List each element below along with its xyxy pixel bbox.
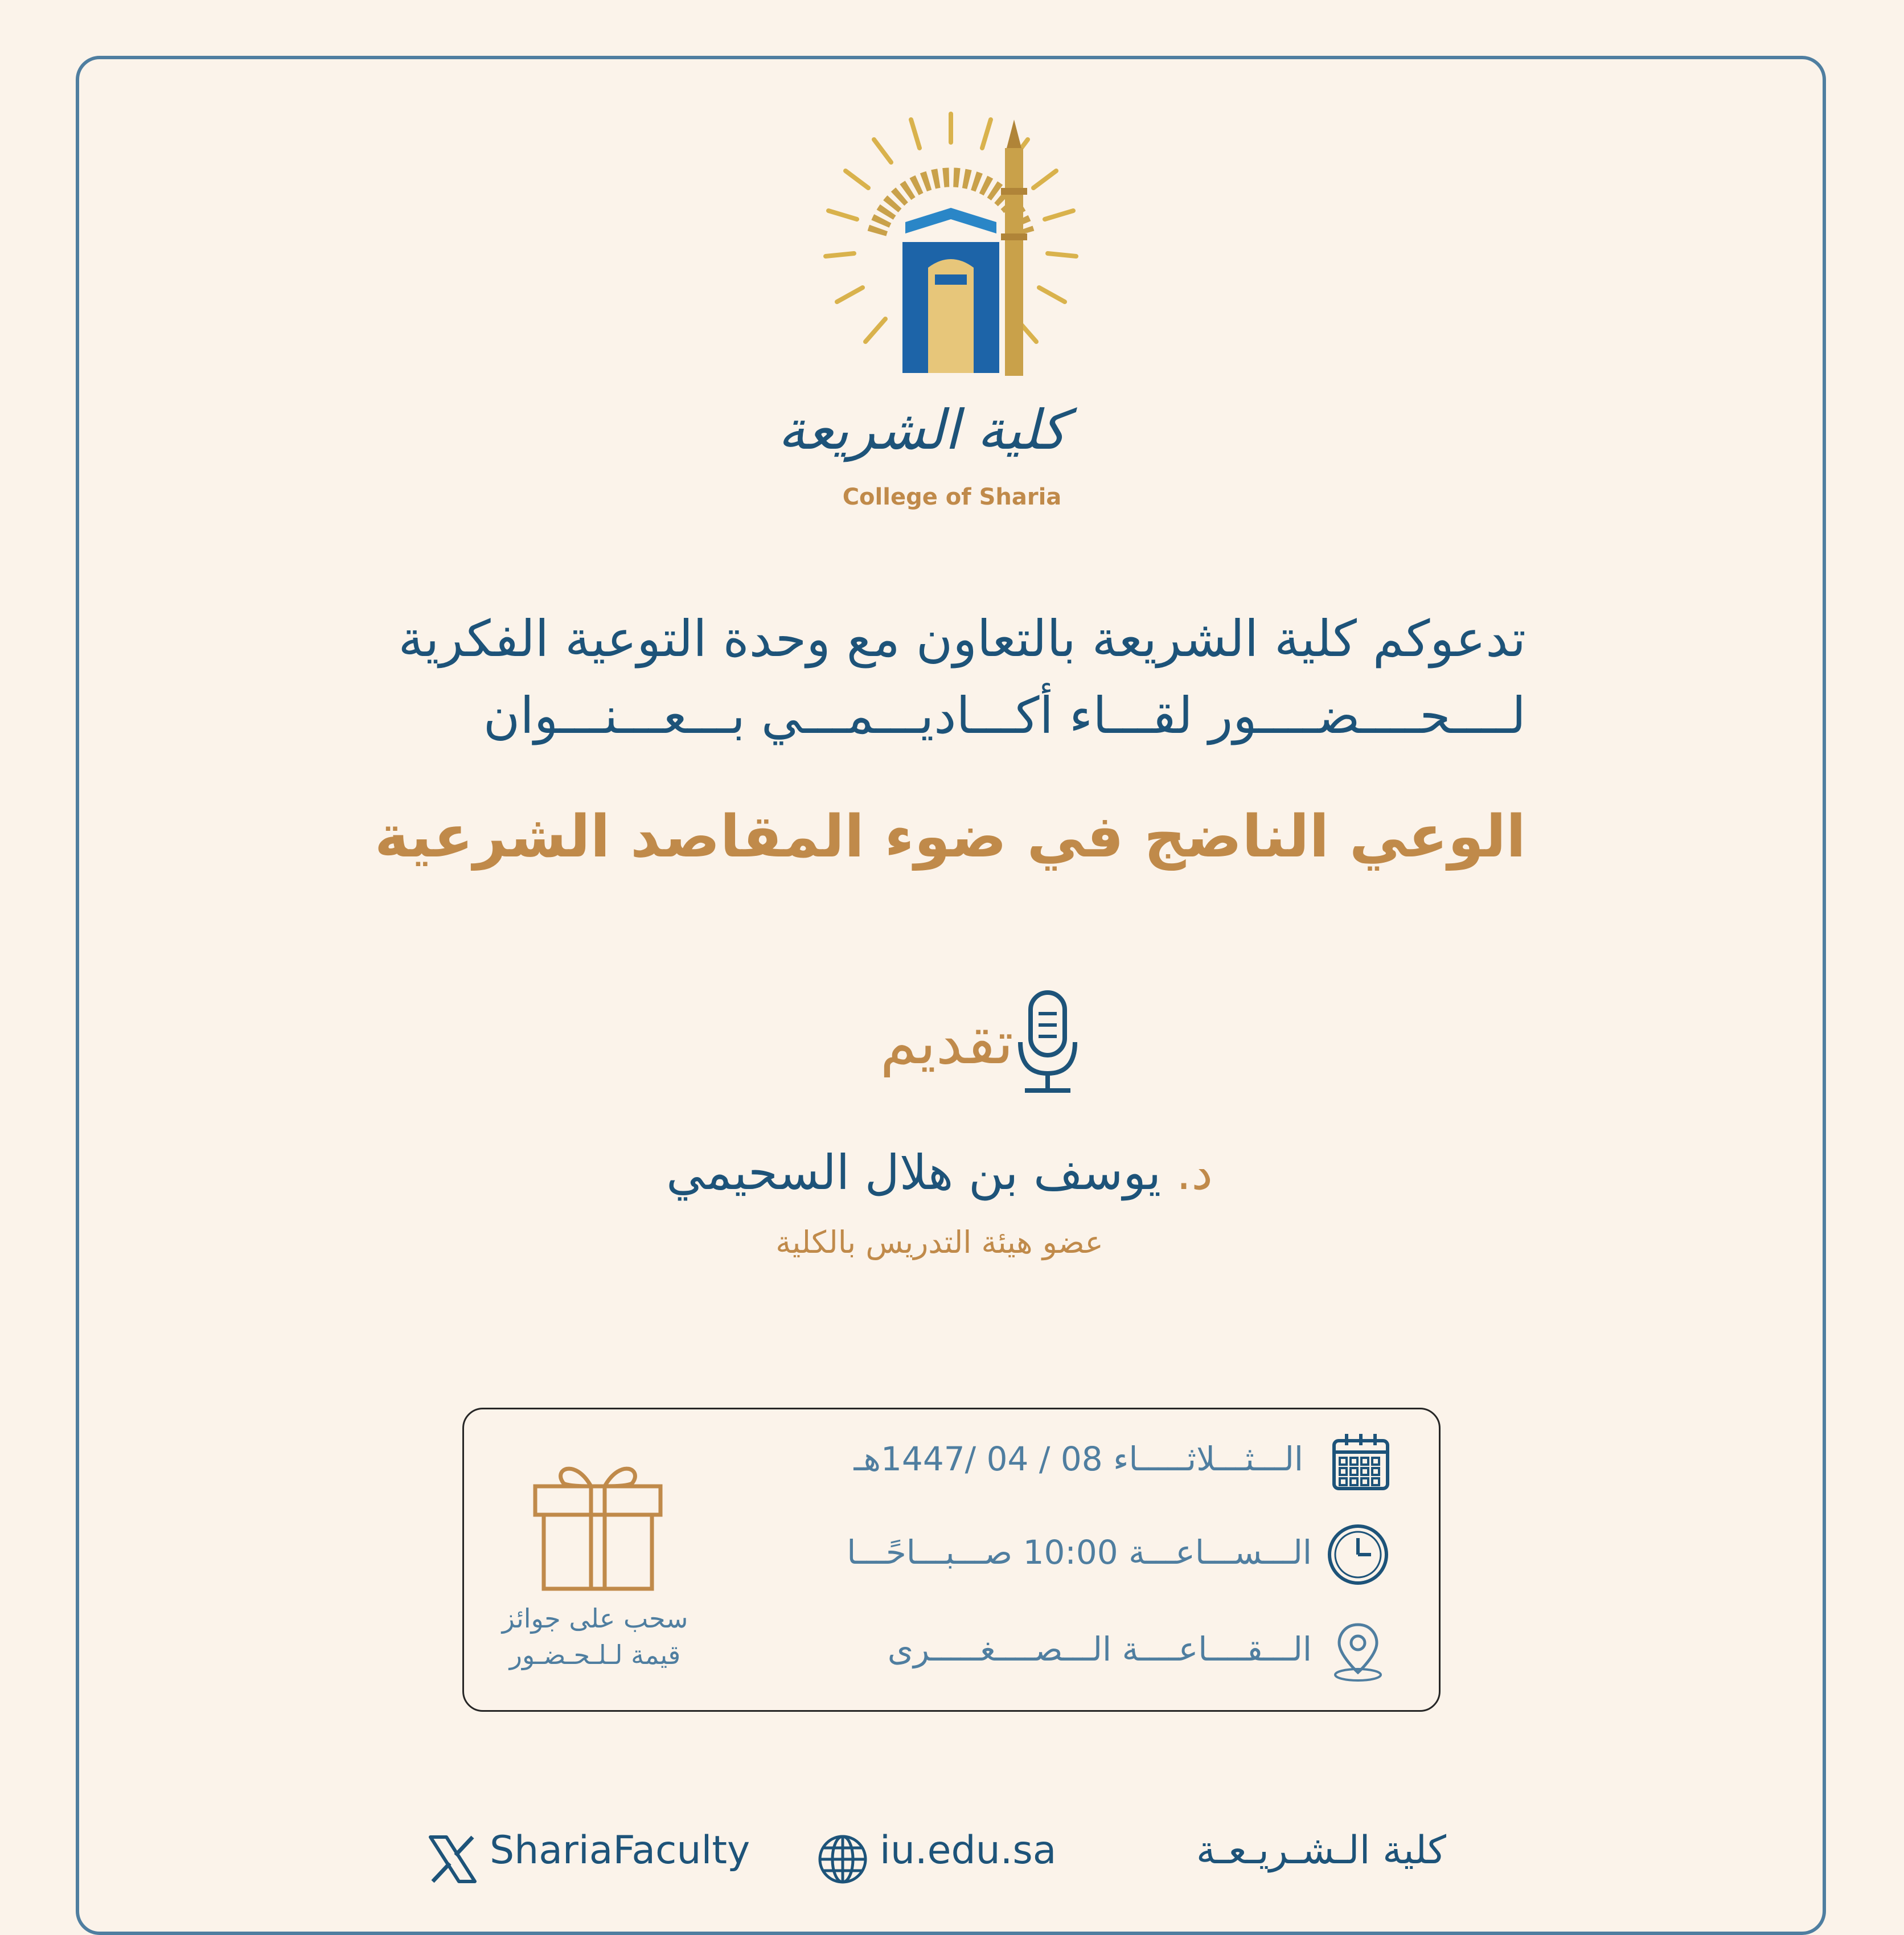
event-time: الـــســـاعـــة 10:00 صـــبـــاحًـــا	[847, 1533, 1312, 1572]
lecture-title: الوعي الناضج في ضوء المقاصد الشرعية	[374, 803, 1526, 871]
x-logo-icon[interactable]	[427, 1834, 478, 1885]
globe-icon[interactable]	[817, 1834, 868, 1885]
x-handle-link[interactable]: ShariaFaculty	[490, 1828, 750, 1873]
location-pin-icon	[1327, 1620, 1389, 1683]
speaker-title-prefix: د.	[1176, 1145, 1213, 1200]
speaker-role: عضو هيئة التدريس بالكلية	[775, 1224, 1103, 1260]
university-emblem-icon	[809, 108, 1093, 382]
prize-line-2: قيمة لـلـحـضـور	[509, 1639, 681, 1670]
prize-line-1: سحب على جوائز	[502, 1603, 688, 1634]
college-name-english: College of Sharia	[842, 484, 1062, 510]
prize-note	[484, 1600, 706, 1673]
college-calligraphy-logo: كلية الشريعة	[778, 398, 1067, 462]
website-link[interactable]: iu.edu.sa	[880, 1828, 1057, 1873]
speaker-full-name: يوسف بن هلال السحيمي	[666, 1145, 1162, 1200]
gift-icon	[530, 1455, 666, 1592]
presentation-label: تقديم	[880, 1008, 1013, 1077]
event-date: الـــثـــلاثـــــاء 08 / 04 /1447هـ	[853, 1440, 1303, 1478]
event-location: الـــقــــاعــــة الـــصــــغـــــرى	[887, 1630, 1312, 1668]
clock-icon	[1327, 1523, 1389, 1586]
invitation-line-2: لــــحــــضــــور لقـــاء أكـــاديـــمـــي بـــعـــنـــوان	[483, 686, 1526, 745]
invitation-line-1: تدعوكم كلية الشريعة بالتعاون مع وحدة التوعية الفكرية	[398, 609, 1526, 668]
microphone-icon	[1013, 988, 1082, 1096]
calendar-icon	[1329, 1430, 1392, 1493]
speaker-name	[626, 1145, 1253, 1200]
footer-college-name: كلية الـشـريـعـة	[1196, 1828, 1446, 1873]
